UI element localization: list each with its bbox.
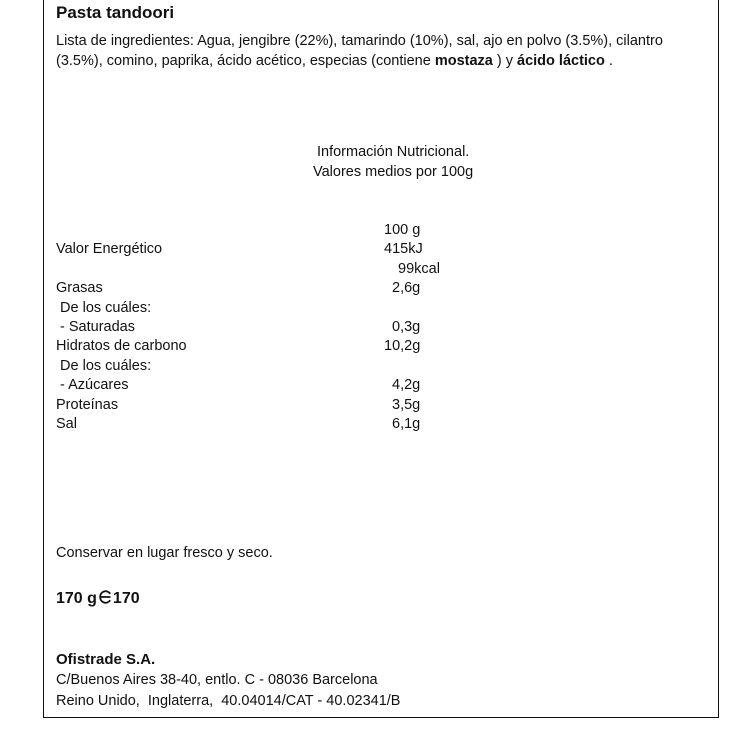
ingredients-middle: ) y [492, 53, 518, 69]
estimated-e-mark-icon [97, 590, 113, 607]
nutrition-subheading: Valores medios por 100g [313, 164, 474, 180]
nutrition-row-label: De los cuáles: [56, 300, 152, 316]
nutrition-column-header: 100 g [384, 222, 421, 238]
net-weight-amount: 170 g [56, 590, 97, 607]
nutrition-row-value: 3,5g [392, 397, 421, 413]
company-address: C/Buenos Aires 38-40, entlo. C - 08036 Barcelona [56, 672, 378, 688]
ingredients-text: Lista de ingredientes: Agua, jengibre (22%), tamarindo (10%), sal, ajo en polvo (3.5%), cilantro (3.5%), comino, paprika, ácido acético, especias (contiene [56, 33, 663, 69]
estimated-value: 170 [112, 590, 140, 607]
net-weight [56, 590, 140, 607]
nutrition-row-label: - Azúcares [56, 377, 129, 393]
nutrition-row-value: 0,3g [392, 319, 421, 335]
nutrition-row-label: - Saturadas [56, 319, 135, 335]
product-title: Pasta tandoori [56, 3, 175, 22]
nutrition-row-label: Valor Energético [56, 241, 163, 257]
nutrition-row-label: De los cuáles: [56, 358, 152, 374]
nutrition-row-label: Hidratos de carbono [56, 338, 187, 354]
nutrition-heading: Información Nutricional. [317, 144, 470, 160]
nutrition-row-value: 6,1g [392, 416, 421, 432]
allergen-acido-lactico: ácido láctico [517, 53, 605, 69]
nutrition-row-label: Grasas [56, 280, 103, 296]
ingredients-list [56, 31, 696, 71]
nutrition-row-label: Sal [56, 416, 77, 432]
company-name: Ofistrade S.A. [56, 651, 156, 668]
nutrition-row-value: 4,2g [392, 377, 421, 393]
ingredients-suffix: . [604, 53, 613, 69]
nutrition-row-value: 10,2g [384, 338, 421, 354]
nutrition-row-value: 2,6g [392, 280, 421, 296]
allergen-mostaza: mostaza [434, 53, 493, 69]
company-registry: Reino Unido, Inglaterra, 40.04014/CAT - 40.02341/B [56, 693, 401, 709]
nutrition-row-value: 99kcal [398, 261, 440, 277]
nutrition-row-value: 415kJ [384, 241, 423, 257]
storage-instructions: Conservar en lugar fresco y seco. [56, 545, 273, 561]
nutrition-row-label: Proteínas [56, 397, 119, 413]
